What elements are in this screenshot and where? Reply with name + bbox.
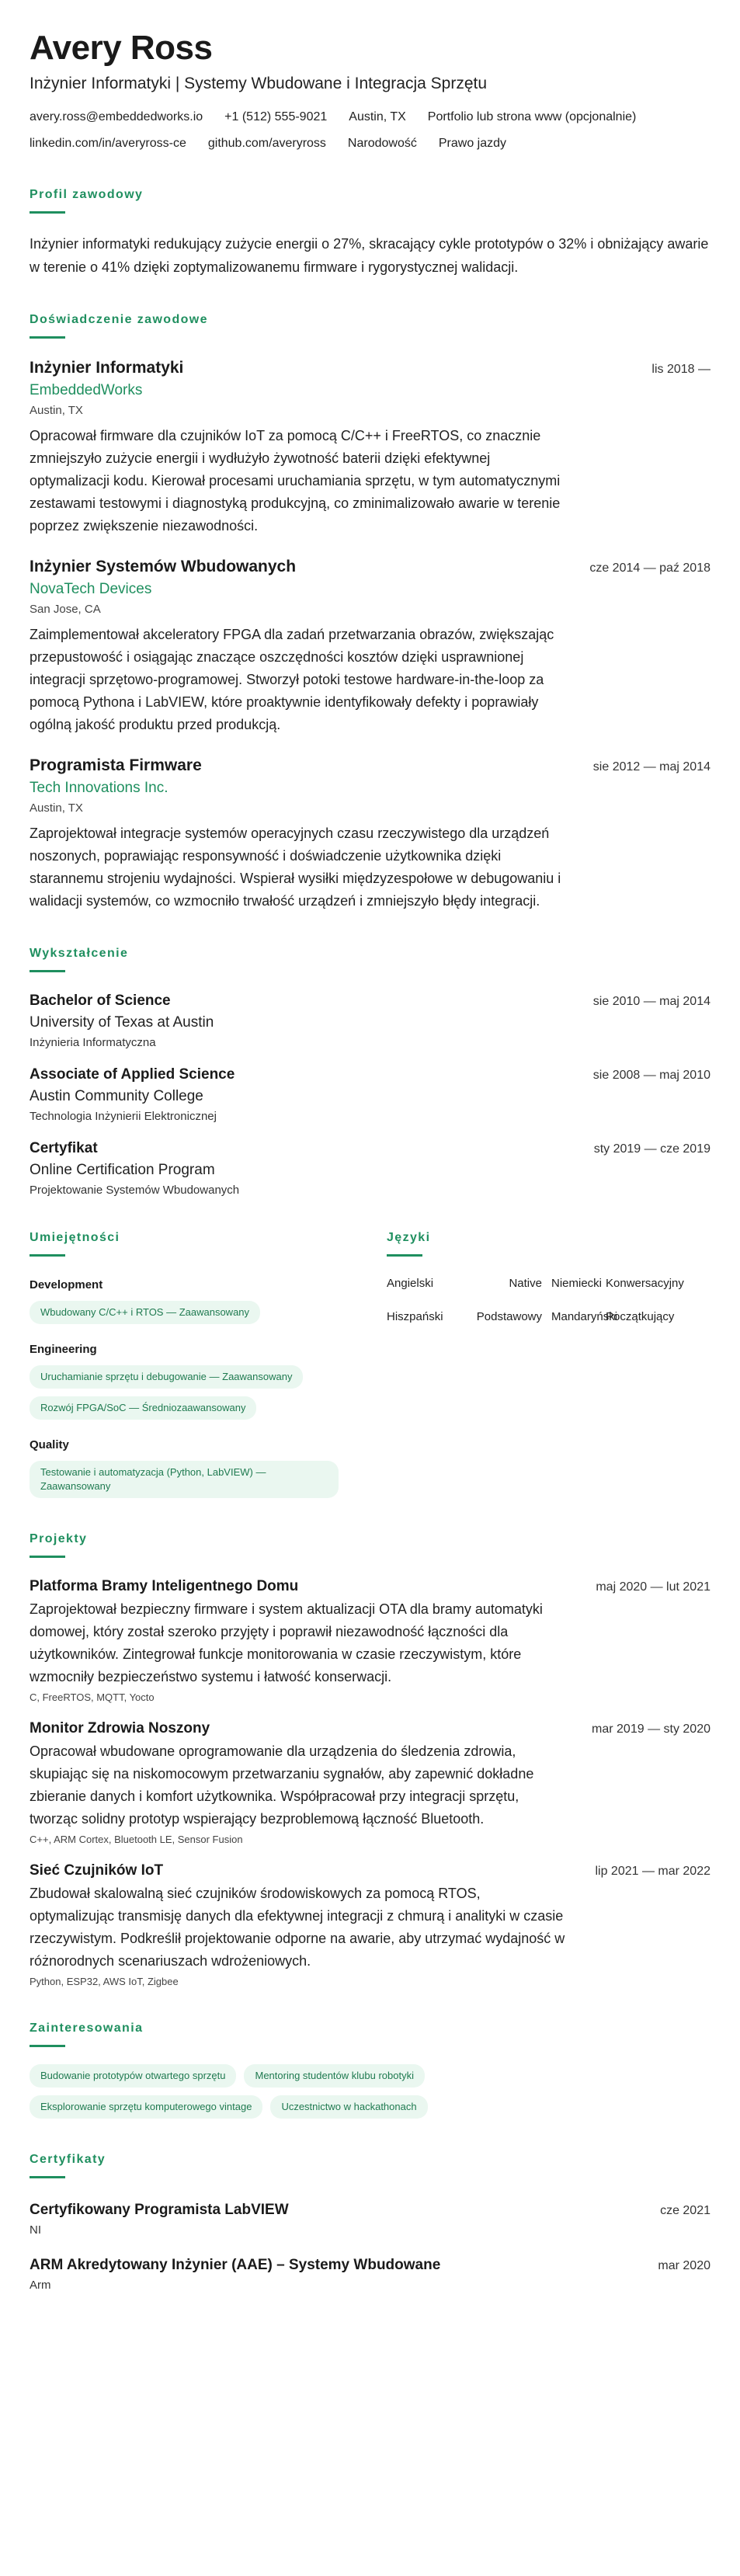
section-title-education: Wykształcenie xyxy=(30,947,129,960)
project-description: Zbudował skalowalną sieć czujników środowiskowych za pomocą RTOS, optymalizując transmisję danych dla efektywnej integracji z chmurą i analityki w czasie rzeczywistym. Podkreślił projektowanie odporne na awarie, aby utrzymać wydajność w różnorodnych scenariuszach wdrożeniowych. xyxy=(30,1886,565,1969)
job-title: Inżynier Informatyki xyxy=(30,359,184,377)
experience-section xyxy=(30,313,710,913)
job-description: Opracował firmware dla czujników IoT za pomocą C/C++ i FreeRTOS, co znacznie zmniejszyło zużycie energii i wydłużyło żywotność baterii dzięki efektywnej optymalizacji kodu. Kierował procesami uruchamiania sprzętu, w tym automatycznymi zestawami testowymi i diagnostyką produkcyjną, co zminimalizowało awarie w terenie poprzez zwiększenie niezawodności. xyxy=(30,428,561,534)
project-description: Opracował wbudowane oprogramowanie dla urządzenia do śledzenia zdrowia, skupiając się na niskomocowym przetwarzaniu sygnałów, aby zapewnić dokładne zbieranie danych i komfort użytkownika. Współpracował przy integracji sprzętu, tworząc solidny prototyp wspierający bezproblemową łączność Bluetooth. xyxy=(30,1743,534,1827)
project-tech: Python, ESP32, AWS IoT, Zigbee xyxy=(30,1976,179,1987)
section-title-certifications: Certyfikaty xyxy=(30,2153,106,2166)
languages-section xyxy=(387,1231,710,1498)
language-row xyxy=(387,1310,710,1323)
education-school: University of Texas at Austin xyxy=(30,1014,214,1031)
language-name: Mandaryński xyxy=(551,1310,618,1323)
certification-issuer: NI xyxy=(30,2223,41,2237)
candidate-subtitle: Inżynier Informatyki | Systemy Wbudowane i Integracja Sprzętu xyxy=(30,75,488,92)
education-entry xyxy=(30,1066,710,1123)
certification-entry xyxy=(30,2257,710,2292)
education-degree: Bachelor of Science xyxy=(30,993,171,1009)
language-name: Niemiecki xyxy=(551,1277,603,1290)
certification-title: ARM Akredytowany Inżynier (AAE) – Systemy Wbudowane xyxy=(30,2257,441,2273)
section-divider xyxy=(30,2176,65,2178)
job-location: Austin, TX xyxy=(30,801,83,815)
job-location: San Jose, CA xyxy=(30,603,101,616)
project-date: mar 2019 — sty 2020 xyxy=(592,1723,710,1736)
profile-text: Inżynier informatyki redukujący zużycie energii o 27%, skracający cykle prototypów o 32% i obniżający awarie w terenie o 41% dzięki zoptymalizowanemu firmware i rygorystycznej walidacji. xyxy=(30,236,709,275)
education-entry xyxy=(30,1140,710,1197)
project-date: lip 2021 — mar 2022 xyxy=(595,1865,710,1878)
project-tech: C++, ARM Cortex, Bluetooth LE, Sensor Fusion xyxy=(30,1834,243,1845)
interests-section xyxy=(30,2022,710,2119)
profile-section xyxy=(30,188,710,279)
interest-chip: Eksplorowanie sprzętu komputerowego vintage xyxy=(30,2095,262,2119)
language-row xyxy=(387,1277,710,1290)
project-entry xyxy=(30,1578,710,1703)
project-title: Platforma Bramy Inteligentnego Domu xyxy=(30,1578,299,1594)
project-description: Zaprojektował bezpieczny firmware i system aktualizacji OTA dla bramy automatyki domowej, który został szeroko przyjęty i poprawił niezawodność łączności dla użytkowników. Zintegrował funkcje monitorowania w czasie rzeczywistym, które wzmocniły bezpieczeństwo systemu i łatwość konserwacji. xyxy=(30,1601,543,1684)
contact-linkedin[interactable]: linkedin.com/in/averyross-ce xyxy=(30,137,186,150)
skill-category: Quality xyxy=(30,1438,69,1451)
education-degree: Certyfikat xyxy=(30,1140,98,1156)
contact-github[interactable]: github.com/averyross xyxy=(207,137,326,150)
education-field: Technologia Inżynierii Elektronicznej xyxy=(30,1110,217,1123)
skills-section xyxy=(30,1231,387,1498)
contact-driving-license: Prawo jazdy xyxy=(438,137,507,150)
skills-languages-row xyxy=(30,1231,710,1498)
languages-table xyxy=(387,1277,710,1323)
project-entry xyxy=(30,1720,710,1845)
section-title-interests: Zainteresowania xyxy=(30,2022,144,2035)
interest-chips xyxy=(30,2064,526,2119)
section-title-projects: Projekty xyxy=(30,1532,88,1545)
interest-chip: Budowanie prototypów otwartego sprzętu xyxy=(30,2064,236,2088)
contact-list xyxy=(30,110,710,151)
job-title: Inżynier Systemów Wbudowanych xyxy=(30,558,297,575)
language-level: Konwersacyjny xyxy=(606,1277,684,1290)
section-title-experience: Doświadczenie zawodowe xyxy=(30,313,208,326)
skill-chip: Wbudowany C/C++ i RTOS — Zaawansowany xyxy=(30,1301,260,1324)
language-level: Początkujący xyxy=(606,1310,675,1323)
education-school: Online Certification Program xyxy=(30,1162,215,1178)
education-field: Inżynieria Informatyczna xyxy=(30,1036,156,1049)
candidate-name: Avery Ross xyxy=(30,29,213,67)
job-date: cze 2014 — paź 2018 xyxy=(589,561,710,575)
language-level: Native xyxy=(509,1277,542,1290)
certification-date: mar 2020 xyxy=(658,2259,710,2272)
contact-portfolio[interactable]: Portfolio lub strona www (opcjonalnie) xyxy=(427,110,637,123)
education-field: Projektowanie Systemów Wbudowanych xyxy=(30,1184,240,1197)
contact-email[interactable]: avery.ross@embeddedworks.io xyxy=(30,110,203,123)
project-date: maj 2020 — lut 2021 xyxy=(596,1580,710,1594)
job-date: sie 2012 — maj 2014 xyxy=(592,760,710,773)
interest-chip: Mentoring studentów klubu robotyki xyxy=(244,2064,425,2088)
contact-location: Austin, TX xyxy=(349,110,406,123)
job-company: NovaTech Devices xyxy=(30,581,152,597)
interest-chip: Uczestnictwo w hackathonach xyxy=(270,2095,427,2119)
project-title: Monitor Zdrowia Noszony xyxy=(30,1720,210,1736)
experience-entry xyxy=(30,756,710,913)
section-divider xyxy=(30,2045,65,2047)
contact-nationality: Narodowość xyxy=(347,137,417,150)
job-date: lis 2018 — xyxy=(651,363,710,376)
certification-issuer: Arm xyxy=(30,2279,51,2292)
contact-phone[interactable]: +1 (512) 555-9021 xyxy=(224,110,328,123)
language-name: Hiszpański xyxy=(387,1310,443,1323)
section-title-skills: Umiejętności xyxy=(30,1231,120,1244)
job-description: Zaimplementował akceleratory FPGA dla zadań przetwarzania obrazów, zwiększając przepustowość i osiągając znaczące oszczędności kosztów dzięki usprawnionej integracji sprzętowo-programowej. Stworzył potoki testowe hardware-in-the-loop za pomocą Pythona i LabVIEW, które proaktywnie identyfikowały defekty i poprawiały ogólną jakość produktu przed produkcją. xyxy=(30,627,554,732)
section-divider xyxy=(30,970,65,972)
certification-date: cze 2021 xyxy=(660,2204,710,2217)
job-description: Zaprojektował integracje systemów operacyjnych czasu rzeczywistego dla urządzeń noszonych, poprawiając responsywność i doświadczenie użytkownika dzięki starannemu strojeniu wydajności. Wspierał wysiłki międzyzespołowe w debugowaniu i walidacji systemów, co wzmocniło trwałość urządzeń i zmniejszyło błędy integracji. xyxy=(30,826,561,909)
experience-entry xyxy=(30,558,710,736)
language-level: Podstawowy xyxy=(476,1310,542,1323)
section-divider xyxy=(387,1254,422,1257)
project-tech: C, FreeRTOS, MQTT, Yocto xyxy=(30,1691,155,1703)
language-name: Angielski xyxy=(387,1277,434,1290)
education-degree: Associate of Applied Science xyxy=(30,1066,235,1083)
section-divider xyxy=(30,1556,65,1558)
education-date: sty 2019 — cze 2019 xyxy=(593,1142,710,1156)
job-company: Tech Innovations Inc. xyxy=(30,780,168,796)
project-title: Sieć Czujników IoT xyxy=(30,1862,164,1879)
projects-section xyxy=(30,1532,710,1987)
section-divider xyxy=(30,211,65,214)
education-entry xyxy=(30,993,710,1049)
project-entry xyxy=(30,1862,710,1987)
job-location: Austin, TX xyxy=(30,404,83,417)
job-title: Programista Firmware xyxy=(30,756,202,774)
skill-category: Engineering xyxy=(30,1343,97,1356)
section-title-profile: Profil zawodowy xyxy=(30,188,144,201)
education-date: sie 2008 — maj 2010 xyxy=(592,1069,710,1082)
skill-category: Development xyxy=(30,1278,103,1291)
skill-chip: Testowanie i automatyzacja (Python, LabVIEW) — Zaawansowany xyxy=(30,1461,339,1498)
section-title-languages: Języki xyxy=(387,1231,431,1244)
certification-title: Certyfikowany Programista LabVIEW xyxy=(30,2202,289,2218)
education-school: Austin Community College xyxy=(30,1088,203,1104)
section-divider xyxy=(30,336,65,339)
certifications-section xyxy=(30,2153,710,2292)
job-company: EmbeddedWorks xyxy=(30,382,143,398)
section-divider xyxy=(30,1254,65,1257)
certification-entry xyxy=(30,2202,710,2237)
skill-chip: Uruchamianie sprzętu i debugowanie — Zaawansowany xyxy=(30,1365,303,1389)
skill-chip: Rozwój FPGA/SoC — Średniozaawansowany xyxy=(30,1396,256,1420)
education-date: sie 2010 — maj 2014 xyxy=(592,995,710,1008)
experience-entry xyxy=(30,359,710,537)
education-section xyxy=(30,947,710,1197)
